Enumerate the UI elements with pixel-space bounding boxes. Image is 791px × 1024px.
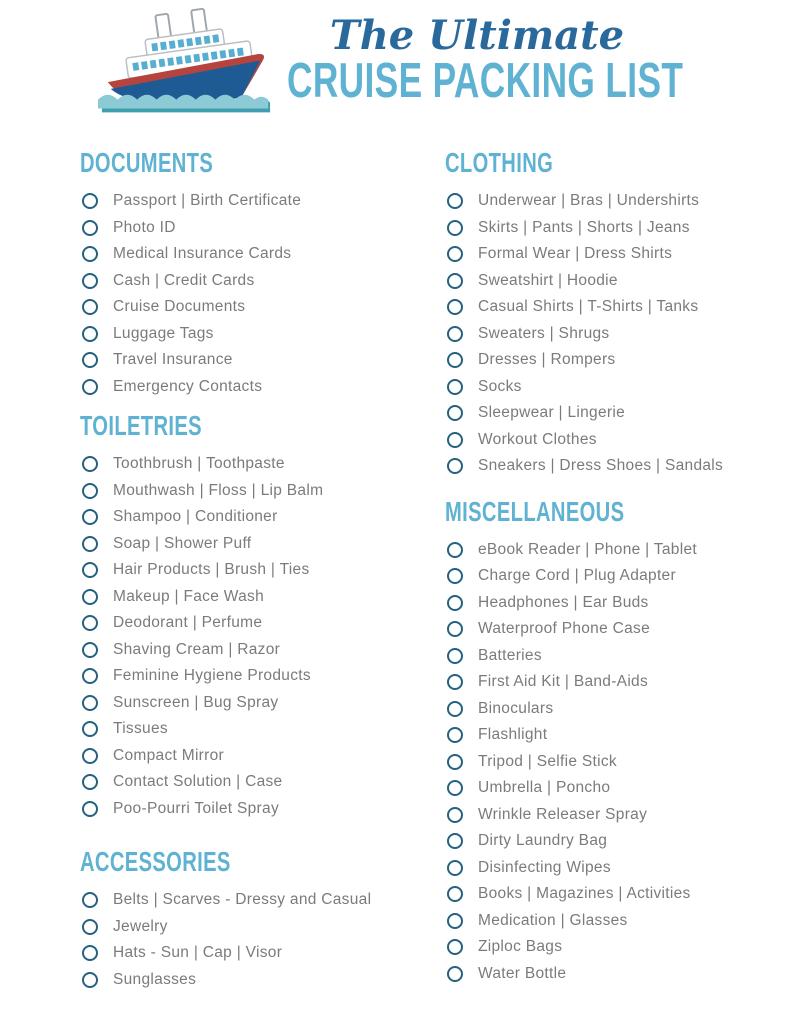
checklist-item-label: Sneakers | Dress Shoes | Sandals	[478, 457, 724, 475]
checklist-item-label: Casual Shirts | T-Shirts | Tanks	[478, 298, 699, 316]
checklist-item-label: Hair Products | Brush | Ties	[113, 561, 310, 579]
checklist-item-label: Belts | Scarves - Dressy and Casual	[113, 891, 372, 909]
page-header	[0, 0, 791, 135]
checklist-item-label: Workout Clothes	[478, 430, 597, 448]
checkbox-circle[interactable]	[82, 668, 98, 684]
checklist-item-label: Dresses | Rompers	[478, 351, 616, 369]
checklist-item-label: Sunglasses	[113, 970, 197, 988]
checkbox-circle[interactable]	[447, 780, 463, 796]
checkbox-circle[interactable]	[82, 536, 98, 552]
checklist-item	[80, 690, 432, 717]
checklist-item-label: Flashlight	[478, 726, 548, 744]
checkbox-circle[interactable]	[82, 379, 98, 395]
checkbox-circle[interactable]	[447, 648, 463, 664]
checklist-item-label: Dirty Laundry Bag	[478, 832, 608, 850]
checkbox-circle[interactable]	[82, 945, 98, 961]
checklist-item	[80, 743, 432, 770]
checklist-item-label: Umbrella | Poncho	[478, 779, 611, 797]
checklist-item-label: Underwear | Bras | Undershirts	[478, 192, 700, 210]
checklist-item	[445, 881, 785, 908]
checklist-item-label: Cruise Documents	[113, 298, 246, 316]
checklist-item	[445, 453, 785, 480]
checklist-item-label: First Aid Kit | Band-Aids	[478, 673, 649, 691]
checkbox-circle[interactable]	[82, 721, 98, 737]
checkbox-circle[interactable]	[82, 326, 98, 342]
cruise-ship-icon	[98, 6, 274, 120]
checkbox-circle[interactable]	[82, 919, 98, 935]
checklist-item	[445, 374, 785, 401]
page-title-text: CRUISE PACKING LIST	[287, 54, 684, 108]
checkbox-circle[interactable]	[447, 299, 463, 315]
clothing-checklist	[445, 188, 785, 480]
section-title-documents	[80, 148, 432, 178]
checklist-item-label: Deodorant | Perfume	[113, 614, 263, 632]
checkbox-circle[interactable]	[447, 595, 463, 611]
checklist-item	[445, 961, 785, 988]
checklist-item	[445, 749, 785, 776]
checklist-item	[445, 616, 785, 643]
checklist-item-label: Poo-Pourri Toilet Spray	[113, 799, 279, 817]
checkbox-circle[interactable]	[447, 405, 463, 421]
checkbox-circle[interactable]	[447, 807, 463, 823]
miscellaneous-checklist	[445, 537, 785, 988]
checkbox-circle[interactable]	[82, 483, 98, 499]
checklist-item-label: Travel Insurance	[113, 351, 233, 369]
checkbox-circle[interactable]	[447, 701, 463, 717]
section-documents	[80, 148, 432, 400]
checklist-item	[80, 268, 432, 295]
checkbox-circle[interactable]	[82, 509, 98, 525]
checklist-item-label: eBook Reader | Phone | Tablet	[478, 540, 697, 558]
checklist-item	[445, 241, 785, 268]
checkbox-circle[interactable]	[82, 273, 98, 289]
checkbox-circle[interactable]	[447, 727, 463, 743]
checkbox-circle[interactable]	[82, 193, 98, 209]
checklist-item-label: Hats - Sun | Cap | Visor	[113, 944, 283, 962]
checklist-item	[445, 828, 785, 855]
checklist-item-label: Socks	[478, 377, 522, 395]
checklist-item	[445, 563, 785, 590]
checkbox-circle[interactable]	[447, 458, 463, 474]
checklist-item-label: Contact Solution | Case	[113, 773, 283, 791]
checklist-item-label: Jewelry	[113, 917, 168, 935]
checkbox-circle[interactable]	[447, 326, 463, 342]
checklist-item	[80, 451, 432, 478]
checklist-item-label: Sweaters | Shrugs	[478, 324, 610, 342]
checklist-item-label: Emergency Contacts	[113, 377, 263, 395]
checkbox-circle[interactable]	[82, 972, 98, 988]
checklist-item	[80, 241, 432, 268]
checkbox-circle[interactable]	[82, 456, 98, 472]
checklist-item-label: Medical Insurance Cards	[113, 245, 292, 263]
checkbox-circle[interactable]	[82, 892, 98, 908]
checkbox-circle[interactable]	[82, 220, 98, 236]
checklist-item	[445, 347, 785, 374]
checklist-item	[445, 537, 785, 564]
section-accessories	[80, 847, 432, 993]
accessories-checklist	[80, 887, 432, 993]
checklist-item-label: Soap | Shower Puff	[113, 534, 252, 552]
checklist-item-label: Sweatshirt | Hoodie	[478, 271, 618, 289]
checklist-item	[80, 478, 432, 505]
section-title-clothing	[445, 148, 785, 178]
section-title-text: MISCELLANEOUS	[445, 495, 625, 527]
checklist-item-label: Feminine Hygiene Products	[113, 667, 311, 685]
checkbox-circle[interactable]	[82, 299, 98, 315]
checklist-item-label: Binoculars	[478, 699, 554, 717]
section-title-text: DOCUMENTS	[80, 147, 214, 178]
checklist-item	[80, 796, 432, 823]
checklist-item-label: Tissues	[113, 720, 168, 738]
checklist-item-label: Shaving Cream | Razor	[113, 640, 281, 658]
checklist-item-label: Medication | Glasses	[478, 911, 628, 929]
checkbox-circle[interactable]	[447, 886, 463, 902]
checklist-item	[445, 855, 785, 882]
checklist-item	[80, 374, 432, 401]
checklist-item	[445, 696, 785, 723]
checklist-item-label: Charge Cord | Plug Adapter	[478, 567, 676, 585]
checklist-item-label: Passport | Birth Certificate	[113, 192, 302, 210]
checklist-item-label: Toothbrush | Toothpaste	[113, 455, 285, 473]
checkbox-circle[interactable]	[447, 246, 463, 262]
checkbox-circle[interactable]	[447, 621, 463, 637]
checklist-item	[80, 637, 432, 664]
documents-checklist	[80, 188, 432, 400]
checkbox-circle[interactable]	[82, 615, 98, 631]
checklist-item-label: Disinfecting Wipes	[478, 858, 611, 876]
toiletries-checklist	[80, 451, 432, 822]
title-block	[287, 12, 684, 108]
checkbox-circle[interactable]	[82, 642, 98, 658]
checklist-item	[80, 215, 432, 242]
checklist-item	[445, 294, 785, 321]
checklist-item-label: Photo ID	[113, 218, 176, 236]
checklist-item	[80, 716, 432, 743]
checklist-item	[80, 769, 432, 796]
checklist-item-label: Books | Magazines | Activities	[478, 885, 691, 903]
checklist-item	[80, 321, 432, 348]
checkbox-circle[interactable]	[447, 193, 463, 209]
checklist-item-label: Sleepwear | Lingerie	[478, 404, 626, 422]
checklist-item	[445, 643, 785, 670]
section-title-text: TOILETRIES	[80, 410, 202, 441]
page-title-script: The Ultimate	[329, 12, 625, 59]
checkbox-circle[interactable]	[447, 754, 463, 770]
checkbox-circle[interactable]	[447, 674, 463, 690]
checklist-item	[80, 347, 432, 374]
checklist-item-label: Mouthwash | Floss | Lip Balm	[113, 481, 324, 499]
checklist-item	[80, 557, 432, 584]
checkbox-circle[interactable]	[447, 352, 463, 368]
checklist-item-label: Makeup | Face Wash	[113, 587, 264, 605]
checklist-item	[445, 215, 785, 242]
section-title-text: ACCESSORIES	[80, 846, 231, 877]
checkbox-circle[interactable]	[82, 774, 98, 790]
checklist-item-label: Luggage Tags	[113, 324, 214, 342]
checklist-item	[445, 268, 785, 295]
section-title-miscellaneous	[445, 497, 785, 527]
checklist-item-label: Cash | Credit Cards	[113, 271, 255, 289]
checkbox-circle[interactable]	[447, 966, 463, 982]
checklist-item-label: Tripod | Selfie Stick	[478, 752, 617, 770]
checklist-item	[80, 610, 432, 637]
checklist-item-label: Batteries	[478, 646, 542, 664]
checklist-item	[445, 775, 785, 802]
checklist-item	[80, 531, 432, 558]
left-column	[80, 148, 432, 993]
checklist-item-label: Wrinkle Releaser Spray	[478, 805, 648, 823]
checkbox-circle[interactable]	[82, 801, 98, 817]
section-miscellaneous	[445, 497, 785, 988]
checklist-item-label: Sunscreen | Bug Spray	[113, 693, 279, 711]
section-title-accessories	[80, 847, 432, 877]
checklist-item-label: Shampoo | Conditioner	[113, 508, 278, 526]
checklist-item	[445, 722, 785, 749]
checklist-item	[445, 669, 785, 696]
checkbox-circle[interactable]	[447, 379, 463, 395]
checkbox-circle[interactable]	[447, 273, 463, 289]
checklist-item	[445, 802, 785, 829]
checkbox-circle[interactable]	[447, 913, 463, 929]
checkbox-circle[interactable]	[82, 589, 98, 605]
section-title-toiletries	[80, 411, 432, 441]
checklist-item-label: Skirts | Pants | Shorts | Jeans	[478, 218, 690, 236]
checklist-item	[80, 663, 432, 690]
checklist-item	[80, 584, 432, 611]
checkbox-circle[interactable]	[82, 352, 98, 368]
checkbox-circle[interactable]	[447, 860, 463, 876]
checkbox-circle[interactable]	[447, 432, 463, 448]
checkbox-circle[interactable]	[82, 748, 98, 764]
checklist-item-label: Compact Mirror	[113, 746, 224, 764]
section-clothing	[445, 148, 785, 480]
checklist-item	[445, 427, 785, 454]
checklist-item	[80, 914, 432, 941]
checklist-item-label: Waterproof Phone Case	[478, 620, 651, 638]
checkbox-circle[interactable]	[82, 246, 98, 262]
checklist-item	[445, 590, 785, 617]
checklist-item	[445, 908, 785, 935]
checklist-item	[80, 504, 432, 531]
checkbox-circle[interactable]	[82, 562, 98, 578]
right-column	[445, 148, 785, 987]
checklist-item	[445, 188, 785, 215]
checklist-item	[80, 188, 432, 215]
page-title	[287, 54, 684, 108]
checkbox-circle[interactable]	[447, 542, 463, 558]
checklist-item-label: Water Bottle	[478, 964, 567, 982]
checklist-item	[80, 294, 432, 321]
checklist-item	[445, 934, 785, 961]
checkbox-circle[interactable]	[447, 833, 463, 849]
checklist-item	[80, 967, 432, 994]
checkbox-circle[interactable]	[447, 939, 463, 955]
checklist-item	[445, 321, 785, 348]
section-toiletries	[80, 411, 432, 822]
checklist-item-label: Ziploc Bags	[478, 938, 563, 956]
section-title-text: CLOTHING	[445, 147, 554, 178]
checklist-item	[80, 887, 432, 914]
checklist-item	[80, 940, 432, 967]
checklist-item-label: Formal Wear | Dress Shirts	[478, 245, 673, 263]
checkbox-circle[interactable]	[82, 695, 98, 711]
checkbox-circle[interactable]	[447, 568, 463, 584]
checklist-item	[445, 400, 785, 427]
checklist-item-label: Headphones | Ear Buds	[478, 593, 649, 611]
checkbox-circle[interactable]	[447, 220, 463, 236]
